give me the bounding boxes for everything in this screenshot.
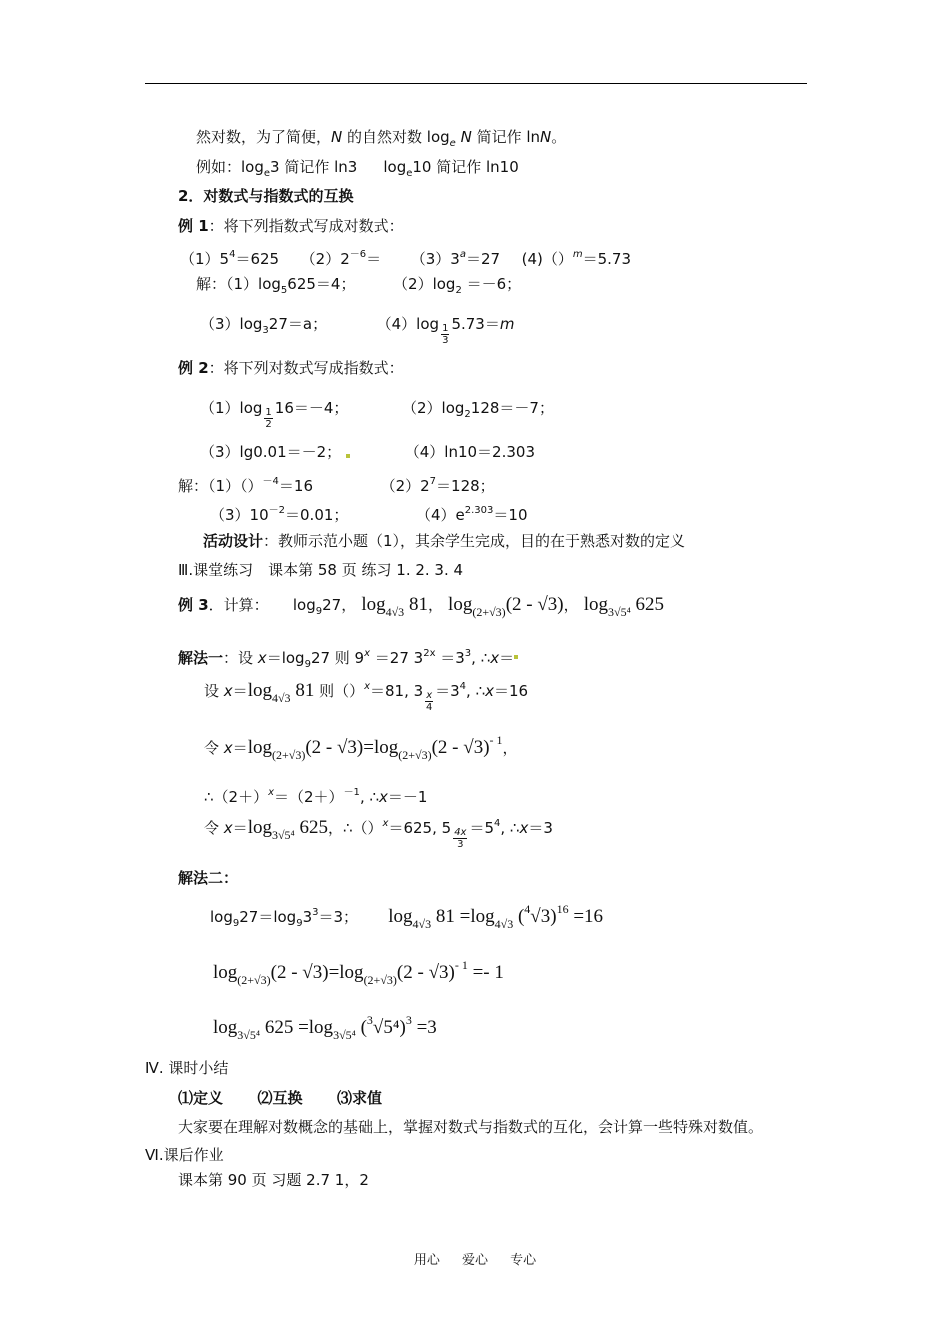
- method-2-row-1: $\log_927=\log_93^3=3$； $\log_{4√3} 81 =\log_{4√3}$ $(^4√3)^{16} =16$: [210, 902, 604, 931]
- example-2-title: 例 2：将下列对数式写成指数式：: [178, 359, 404, 377]
- example-1-problems: $(1)5^4=625$ $(2)2^{-6}= (3)3^a=27$ (4)（）$^m$＝5.73: [180, 249, 632, 268]
- example-2-problems-b: （3）lg0.01＝－2； （4）ln10＝2.303: [200, 443, 535, 461]
- example-1-title: 例 1：将下列指数式写成对数式：: [178, 217, 404, 235]
- example-3-line: 例 3．计算： $\log_927$， $\log_{4√3} 81$， $\log_{(2+√3)}(2 - √3)$， $\log_{3√5^4} 625$: [178, 594, 665, 619]
- example-1-solution-b: $(3)\log_327=a$； （4）log $\frac{1}{3}$ 5.73＝m: [200, 315, 515, 346]
- section-3-title: Ⅲ.课堂练习 课本第 58 页 练习 1. 2. 3. 4: [178, 561, 464, 579]
- method-1-line-4: $\therefore(2+)^x=(2+)^{-1}$, ∴x＝－1: [204, 787, 428, 806]
- method-2-row-3: $\log_{3√5^4} 625 =\log_{3√5^4}$ $(^3√5^4)^3 =3$: [213, 1013, 437, 1042]
- summary-item: ⑴定义: [178, 1089, 224, 1107]
- activity-design: 活动设计：教师示范小题（1），其余学生完成，目的在于熟悉对数的定义: [203, 532, 686, 550]
- method-1-line-3: 令 $x=\log_{(2+√3)}(2 - √3)=\log_{(2+√3)}(2 - √3)^{- 1}$，: [204, 733, 518, 762]
- method-1-line-2: 设 $x=\log_{4√3}$ 81 则（）$^x$＝81, 3 $\frac{x}{4}$ $=3^4$, ∴x＝16: [204, 680, 529, 713]
- summary-text: 大家要在理解对数概念的基础上，掌握对数式与指数式的互化，会计算一些特殊对数值。: [178, 1118, 764, 1136]
- method-2-title: 解法二：: [178, 869, 239, 887]
- section-4-title: Ⅳ. 课时小结: [145, 1059, 229, 1077]
- stray-mark: [514, 655, 518, 659]
- stray-mark: [346, 454, 350, 458]
- method-2-row-2: $\log_{(2+√3)}(2 - √3)=\log_{(2+√3)}(2 - √3)^{- 1} =- 1$: [213, 958, 504, 987]
- method-1-line-5: 令 $x=\log_{3√5^4}$ 625，∴（）$^x$＝625, 5 $\frac{4x}{3}$ $=5^4$, ∴x＝3: [204, 817, 553, 850]
- summary-items: [178, 1088, 382, 1108]
- example-2-problems-a: （1）log $\frac{1}{2}$ 16＝－4； $(2)\log_2128=-7$；: [200, 399, 554, 430]
- method-1-line-1: 解法一：设 $x=\log_927$ 则 $9^x =27$ $3^{2x} =3^3$, ∴x＝: [178, 648, 515, 670]
- page-footer: 用心 爱心 专心: [413, 1253, 537, 1268]
- example-1-solution-a: 解：$(1)\log_5625=4$； $(2)\log_2 =-6$；: [196, 275, 522, 296]
- summary-item: ⑵互换: [257, 1089, 303, 1107]
- header-rule: [145, 83, 807, 84]
- example-line: 例如：$\log_e3$ 简记作 ln3 $\log_e10$ 简记作 ln10: [196, 158, 519, 179]
- section-2-title: 2．对数式与指数式的互换: [178, 187, 354, 205]
- summary-item: ⑶求值: [336, 1089, 382, 1107]
- example-2-solution-a: 解：（1）（）$^{-4}$＝16 $(2)2^7=128$；: [178, 476, 495, 495]
- homework-text: 课本第 90 页 习题 2.7 1，2: [178, 1171, 369, 1189]
- natural-log-paragraph: 然对数，为了简便，N 的自然对数 $\log_e N$ 简记作 lnN。: [196, 128, 567, 149]
- section-6-title: Ⅵ.课后作业: [145, 1146, 224, 1164]
- example-2-solution-b: $(3)10^{-2}=0.01$； $(4)e^{2.303}=10$: [210, 505, 528, 524]
